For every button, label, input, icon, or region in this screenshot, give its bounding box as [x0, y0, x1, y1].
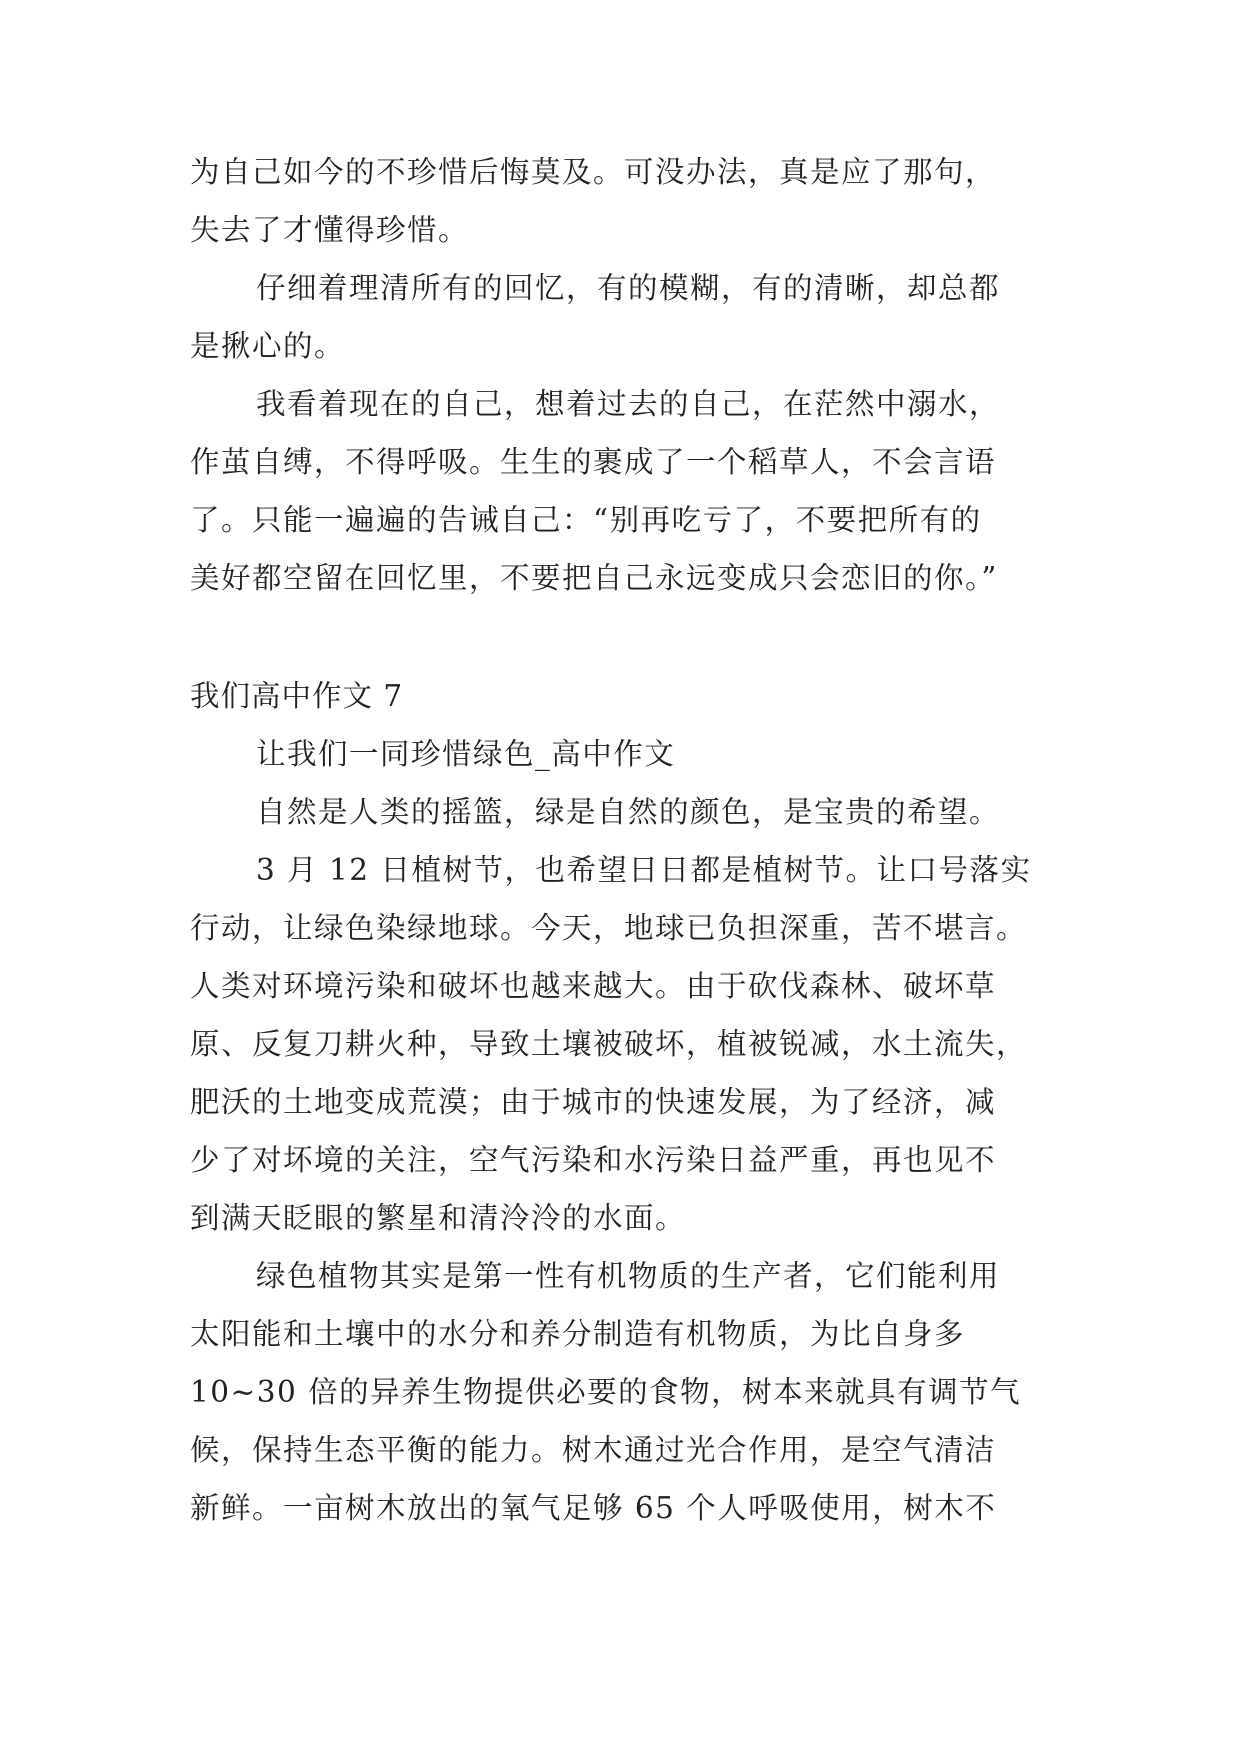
text-line: 到满天眨眼的繁星和清泠泠的水面。	[190, 1201, 687, 1235]
text-line: 候，保持生态平衡的能力。树木通过光合作用，是空气清洁	[190, 1433, 997, 1467]
text-line: 为自己如今的不珍惜后悔莫及。可没办法，真是应了那句，	[190, 155, 997, 189]
essay-heading-block	[190, 667, 1070, 725]
text-line: 原、反复刀耕火种，导致土壤被破坏，植被锐减，水土流失，	[190, 1027, 1028, 1061]
text-line: 少了对坏境的关注，空气污染和水污染日益严重，再也见不	[190, 1143, 997, 1177]
text-line: 肥沃的土地变成荒漠；由于城市的快速发展，为了经济，减	[190, 1085, 997, 1119]
text-line: 10~30 倍的异养生物提供必要的食物，树本来就具有调节气	[190, 1375, 1022, 1409]
text-line: 是揪心的。	[190, 329, 346, 363]
text-line: 太阳能和土壤中的水分和养分制造有机物质，为比自身多	[190, 1317, 966, 1351]
essay-heading: 我们高中作文 7	[190, 679, 404, 713]
text-line: 自然是人类的摇篮，绿是自然的颜色，是宝贵的希望。	[256, 795, 1001, 829]
paragraph-3	[190, 375, 1070, 607]
essay-body	[190, 725, 1070, 1537]
text-line: 了。只能一遍遍的告诫自己：“别再吃亏了，不要把所有的	[190, 503, 982, 537]
text-line: 行动，让绿色染绿地球。今天，地球已负担深重，苦不堪言。	[190, 911, 1028, 945]
essay-paragraph-3	[190, 1247, 1070, 1537]
text-line: 美好都空留在回忆里，不要把自己永远变成只会恋旧的你。”	[190, 561, 998, 595]
text-line: 仔细着理清所有的回忆，有的模糊，有的清晰，却总都	[256, 271, 1001, 305]
text-line: 我看着现在的自己，想着过去的自己，在茫然中溺水，	[256, 387, 1001, 421]
paragraph-2	[190, 259, 1070, 375]
paragraph-1	[190, 143, 1070, 259]
essay-paragraph-2	[190, 841, 1070, 1247]
text-line: 新鲜。一亩树木放出的氧气足够 65 个人呼吸使用，树木不	[190, 1491, 997, 1525]
text-line: 人类对环境污染和破坏也越来越大。由于砍伐森林、破坏草	[190, 969, 997, 1003]
text-line: 绿色植物其实是第一性有机物质的生产者，它们能利用	[256, 1259, 1001, 1293]
text-line: 作茧自缚，不得呼吸。生生的裹成了一个稻草人，不会言语	[190, 445, 997, 479]
top-section	[190, 143, 1070, 607]
essay-paragraph-1	[190, 783, 1070, 841]
text-line: 3 月 12 日植树节，也希望日日都是植树节。让口号落实	[256, 853, 1032, 887]
text-line: 失去了才懂得珍惜。	[190, 213, 470, 247]
essay-subtitle: 让我们一同珍惜绿色_高中作文	[256, 737, 676, 771]
